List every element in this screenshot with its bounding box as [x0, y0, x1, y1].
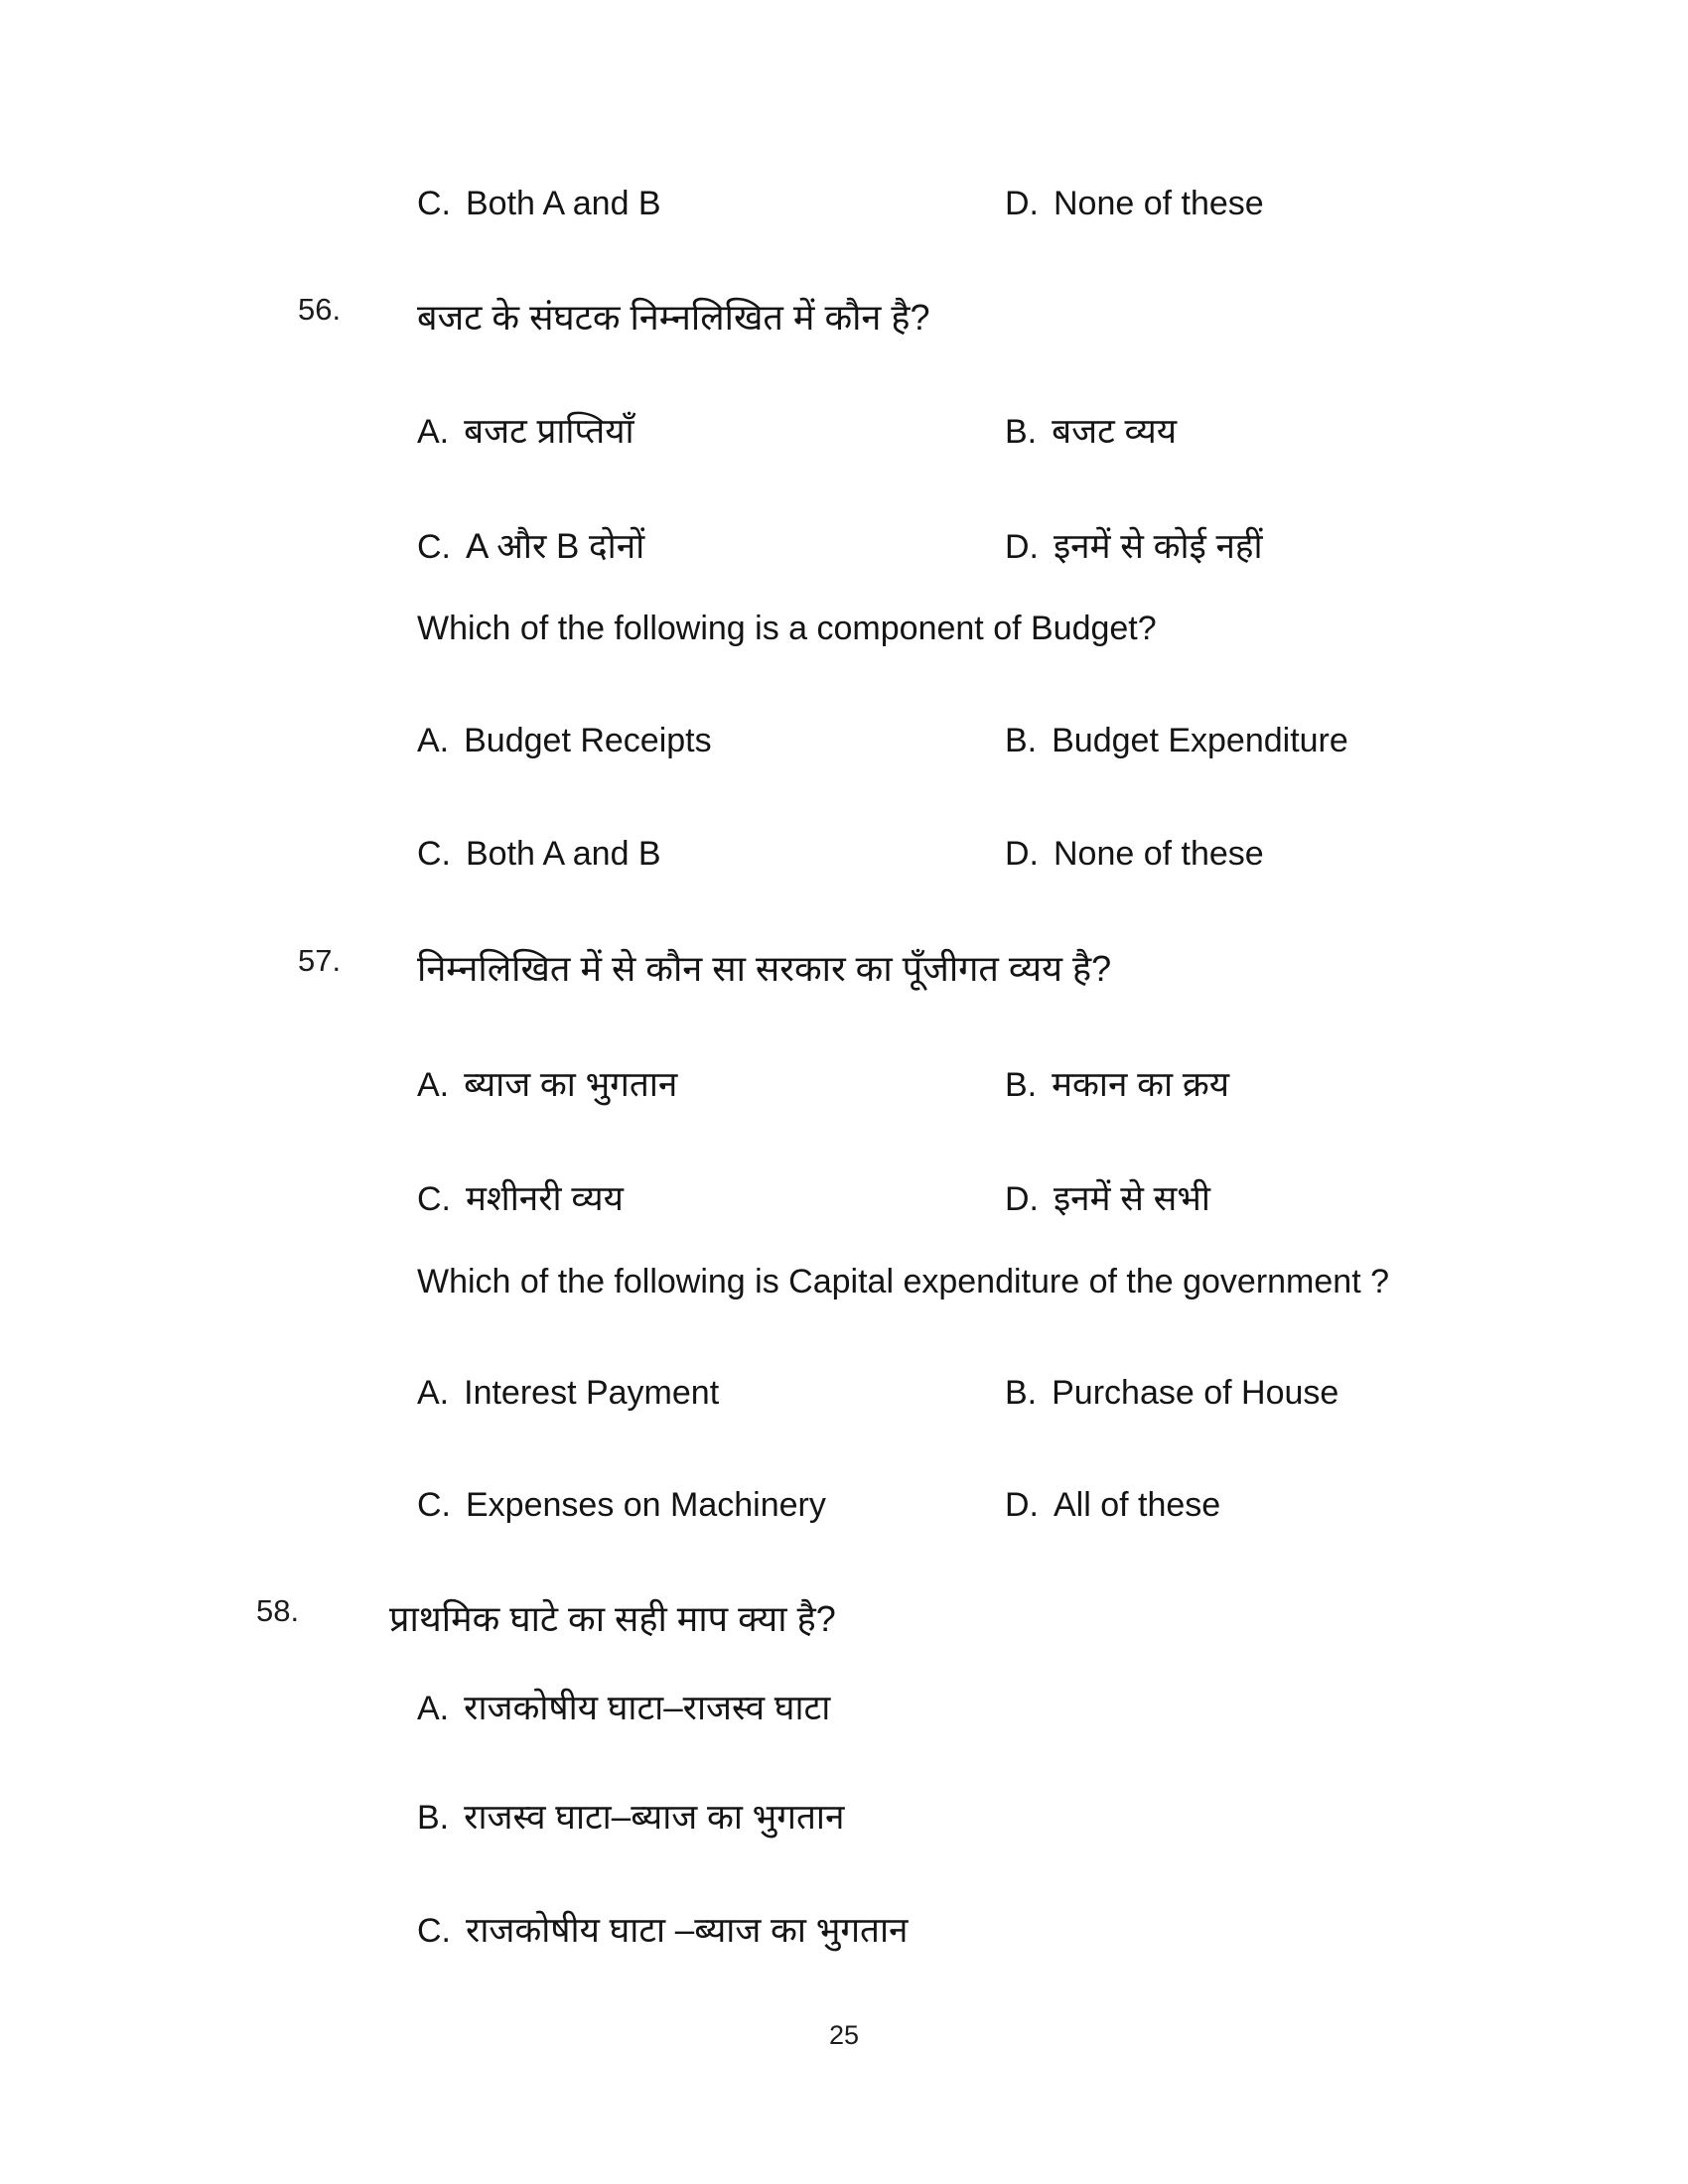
option-letter: A. [417, 1066, 450, 1104]
option-text: None of these [1054, 835, 1264, 873]
question-text-hindi: बजट के संघटक निम्नलिखित में कौन है? [417, 297, 930, 338]
option-text: राजकोषीय घाटा–राजस्व घाटा [464, 1689, 831, 1727]
option-letter: A. [417, 1374, 450, 1412]
q57-option-b-english [1005, 1374, 1338, 1413]
option-letter: B. [1005, 1066, 1038, 1104]
q56-option-a-english [417, 722, 712, 760]
option-letter: C. [417, 835, 451, 873]
option-letter: A. [417, 413, 450, 451]
option-text: बजट व्यय [1052, 412, 1178, 451]
option-text: Budget Receipts [464, 722, 712, 759]
option-letter: A. [417, 1690, 450, 1727]
option-letter: C. [417, 1912, 451, 1950]
q57-option-a-english [417, 1374, 719, 1413]
q56-option-c-english [417, 835, 661, 874]
q58-option-a-hindi [417, 1684, 830, 1730]
question-text-hindi: प्राथमिक घाटे का सही माप क्या है? [389, 1598, 836, 1639]
q57-option-b-hindi [1005, 1060, 1229, 1107]
q57-option-d-english [1005, 1486, 1220, 1525]
option-text: मशीनरी व्यय [466, 1179, 624, 1218]
q56-option-d-hindi [1005, 522, 1263, 569]
q57-option-a-hindi [417, 1060, 677, 1107]
question-number: 56. [298, 292, 342, 327]
option-text: All of these [1054, 1486, 1221, 1524]
q57-option-d-hindi [1005, 1174, 1210, 1221]
q56-option-c-hindi [417, 522, 644, 569]
option-letter: D. [1005, 528, 1039, 566]
question-number: 57. [298, 943, 342, 978]
option-text: None of these [1054, 185, 1264, 222]
option-letter: D. [1005, 1486, 1039, 1524]
option-text: Expenses on Machinery [466, 1486, 826, 1524]
q57-option-c-english [417, 1486, 826, 1525]
option-text: Interest Payment [464, 1374, 720, 1412]
q56-option-a-hindi [417, 407, 634, 454]
q56-option-d-english [1005, 835, 1264, 874]
option-text: राजस्व घाटा–ब्याज का भुगतान [464, 1798, 845, 1837]
option-letter: C. [417, 1180, 451, 1218]
option-text: Purchase of House [1052, 1374, 1339, 1412]
option-text: इनमें से कोई नहीं [1054, 527, 1263, 566]
option-letter: B. [417, 1799, 450, 1837]
q56-option-b-english [1005, 722, 1348, 760]
question-text-english: Which of the following is Capital expenditure of the government ? [417, 1263, 1389, 1300]
q58-option-b-hindi [417, 1793, 844, 1840]
option-letter: C. [417, 528, 451, 566]
option-letter: B. [1005, 1374, 1038, 1412]
option-text: ब्याज का भुगतान [464, 1065, 678, 1104]
option-letter: A. [417, 722, 450, 759]
question-number: 58. [256, 1593, 300, 1628]
question-text-hindi: निम्नलिखित में से कौन सा सरकार का पूँजीगत व्यय है? [417, 948, 1112, 989]
option-text: Both A and B [466, 185, 661, 222]
option-text: Budget Expenditure [1052, 722, 1348, 759]
option-text: राजकोषीय घाटा –ब्याज का भुगतान [466, 1911, 909, 1950]
option-letter: C. [417, 185, 451, 222]
option-letter: D. [1005, 835, 1039, 873]
option-letter: D. [1005, 185, 1039, 222]
option-text: बजट प्राप्तियाँ [464, 412, 634, 451]
option-letter: B. [1005, 413, 1038, 451]
option-text: Both A and B [466, 835, 661, 873]
option-text: A और B दोनों [466, 527, 645, 566]
question-text-english: Which of the following is a component of Budget? [417, 610, 1157, 647]
option-text: मकान का क्रय [1052, 1065, 1229, 1104]
carryover-option-c [417, 185, 661, 223]
q58-option-c-hindi [417, 1906, 908, 1953]
page-number: 25 [828, 2020, 860, 2050]
q56-option-b-hindi [1005, 407, 1177, 454]
option-letter: D. [1005, 1180, 1039, 1218]
carryover-option-d [1005, 185, 1264, 223]
option-letter: C. [417, 1486, 451, 1524]
q57-option-c-hindi [417, 1174, 624, 1221]
option-text: इनमें से सभी [1054, 1179, 1210, 1218]
option-letter: B. [1005, 722, 1038, 759]
